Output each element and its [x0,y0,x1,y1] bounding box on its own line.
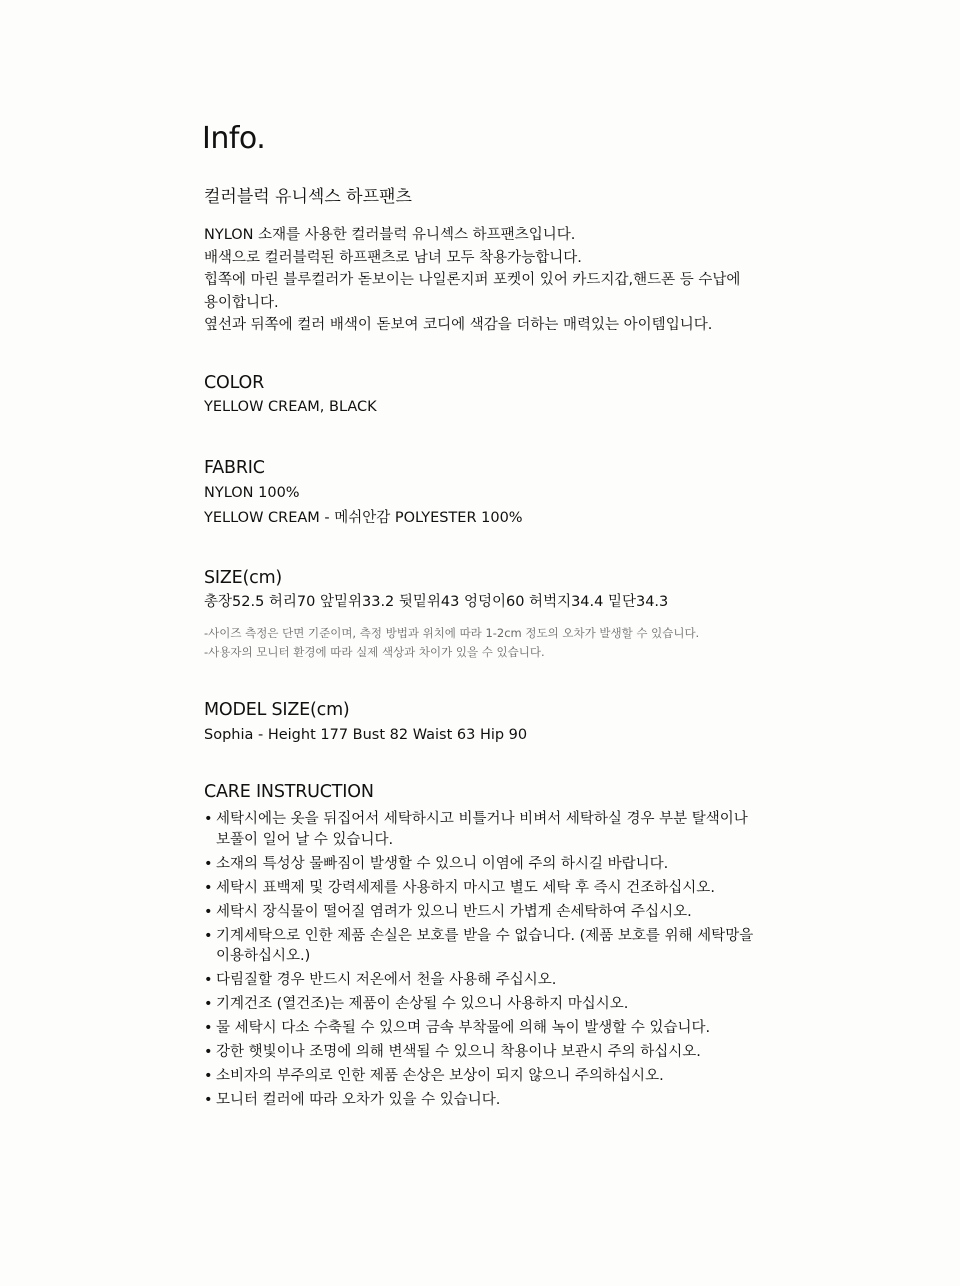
description-line: NYLON 소재를 사용한 컬러블럭 유니섹스 하프팬츠입니다. [204,227,576,243]
size-section-title: SIZE(cm) [204,568,283,588]
color-value: YELLOW CREAM, BLACK [204,399,377,415]
care-item: • 모니터 컬러에 따라 오차가 있을 수 있습니다. [204,1090,753,1111]
bullet-icon: • [204,972,213,988]
bullet-icon: • [204,927,213,944]
bullet-icon: • [204,1092,213,1108]
fabric-line: YELLOW CREAM - 메쉬안감 POLYESTER 100% [204,509,523,526]
care-item: • 다림질할 경우 반드시 저온에서 천을 사용해 주십시오. [204,970,753,991]
bullet-icon: • [204,1044,213,1060]
color-section-title: COLOR [204,373,265,393]
care-item: • 세탁시 표백제 및 강력세제를 사용하지 마시고 별도 세탁 후 즉시 건조하십시오. [204,878,753,899]
page-title: Info. [202,121,266,156]
size-value: 총장52.5 허리70 앞밑위33.2 뒷밑위43 엉덩이60 허벅지34.4 밑단34.3 [204,594,669,610]
model-size-section-title: MODEL SIZE(cm) [204,700,350,720]
care-instruction-list [204,809,753,1114]
description-line: 배색으로 컬러블럭된 하프팬츠로 남녀 모두 착용가능합니다. [204,249,582,266]
bullet-icon: • [204,1068,213,1084]
bullet-icon: • [204,811,213,827]
size-note: -사이즈 측정은 단면 기준이며, 측정 방법과 위치에 따라 1-2cm 정도의 오차가 발생할 수 있습니다. [204,626,700,640]
care-section-title: CARE INSTRUCTION [204,782,374,802]
care-item: • 세탁시에는 옷을 뒤집어서 세탁하시고 비틀거나 비벼서 세탁하실 경우 부분 탈색이나 보풀이 일어 날 수 있습니다. [204,811,748,848]
fabric-line: NYLON 100% [204,485,300,501]
care-item: • 강한 햇빛이나 조명에 의해 변색될 수 있으니 착용이나 보관시 주의 하십시오. [204,1042,753,1063]
model-size-value: Sophia - Height 177 Bust 82 Waist 63 Hip 90 [204,727,528,743]
care-item: • 소비자의 부주의로 인한 제품 손상은 보상이 되지 않으니 주의하십시오. [204,1066,753,1087]
care-item: • 물 세탁시 다소 수축될 수 있으며 금속 부착물에 의해 녹이 발생할 수 있습니다. [204,1018,753,1039]
size-note: -사용자의 모니터 환경에 따라 실제 색상과 차이가 있을 수 있습니다. [204,645,545,659]
care-item: • 소재의 특성상 물빠짐이 발생할 수 있으니 이염에 주의 하시길 바랍니다. [204,854,753,875]
bullet-icon: • [204,1020,213,1036]
product-description [204,224,740,337]
product-name: 컬러블럭 유니섹스 하프팬츠 [204,187,412,207]
fabric-values [204,481,523,530]
care-item: • 기계세탁으로 인한 제품 손실은 보호를 받을 수 없습니다. (제품 보호를 위해 세탁망을 이용하십시오.) [204,927,754,964]
bullet-icon: • [204,996,213,1012]
description-line: 옆선과 뒤쪽에 컬러 배색이 돋보여 코디에 색감을 더하는 매력있는 아이템입니다. [204,317,713,334]
description-line: 힙쪽에 마린 블루컬러가 돋보이는 나일론지퍼 포켓이 있어 카드지갑,핸드폰 등 수납에 [204,272,741,289]
description-line: 용이합니다. [204,294,279,311]
bullet-icon: • [204,903,213,920]
bullet-icon: • [204,879,213,896]
size-notes [204,624,699,662]
care-item: • 기계건조 (열건조)는 제품이 손상될 수 있으니 사용하지 마십시오. [204,994,753,1015]
bullet-icon: • [204,855,213,872]
fabric-section-title: FABRIC [204,458,265,478]
care-item: • 세탁시 장식물이 떨어질 염려가 있으니 반드시 가볍게 손세탁하여 주십시오. [204,902,753,923]
